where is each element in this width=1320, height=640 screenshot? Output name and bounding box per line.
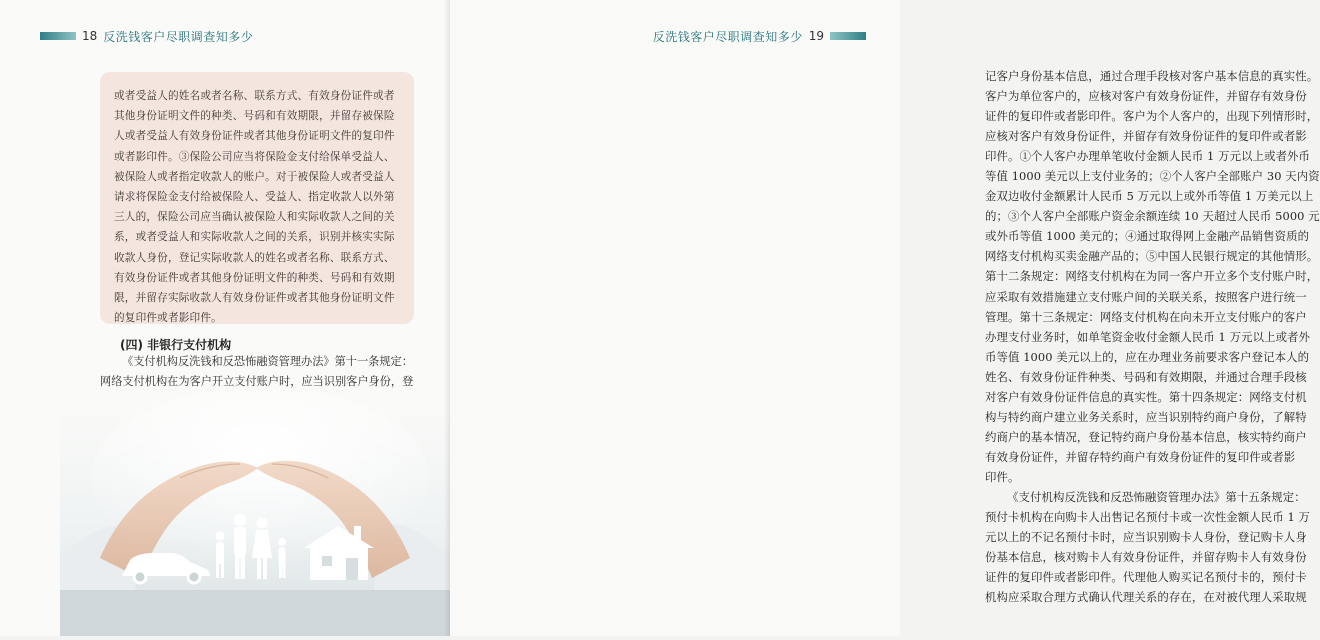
- body-line: 约商户的基本情况，登记特约商户身份基本信息，核实特约商户: [985, 429, 1307, 444]
- body-line: 应采取有效措施建立支付账户间的关联关系，按照客户进行统一: [985, 289, 1307, 304]
- body-line: 或外币等值 1000 美元的；④通过取得网上金融产品销售资质的: [985, 229, 1310, 244]
- quote-line: 收款人身份，登记实际收款人的姓名或者名称、联系方式、: [114, 251, 395, 264]
- right-header: [653, 28, 866, 44]
- left-paragraph: [100, 352, 420, 392]
- body-line: 的；③个人客户全部账户资金余额连续 10 天超过人民币 5000 元: [985, 209, 1320, 224]
- quote-line: 系，或者受益人和实际收款人之间的关系，识别并核实实际: [114, 231, 395, 244]
- body-line: 证件的复印件或者影印件。代理他人购买记名预付卡的，预付卡: [985, 570, 1307, 585]
- quote-line: 被保险人或者指定收款人的账户。对于被保险人或者受益人: [114, 170, 395, 183]
- body-line: 办理支付业务时，如单笔资金收付金额人民币 1 万元以上或者外: [985, 329, 1311, 344]
- running-title: 反洗钱客户尽职调查知多少: [103, 29, 254, 44]
- header-accent-bar: [830, 32, 866, 40]
- left-header: [40, 28, 253, 44]
- illustration-svg: [60, 408, 450, 636]
- body-line: 有效身份证件，并留存特约商户有效身份证件的复印件或者影: [985, 449, 1296, 464]
- page-number: 18: [82, 29, 98, 43]
- body-line: 印件。: [985, 469, 1020, 484]
- quote-line: 或者影印件。③保险公司应当将保险金支付给保单受益人、: [114, 150, 395, 163]
- quote-line: 或者受益人的姓名或者名称、联系方式、有效身份证件或者: [114, 90, 395, 102]
- body-line: 应核对客户有效身份证件，并留存有效身份证件的复印件或者影: [985, 129, 1307, 144]
- page-number: 19: [808, 29, 824, 43]
- body-line: 等值 1000 美元以上支付业务的；②个人客户全部账户 30 天内资: [985, 169, 1320, 184]
- body-line: 印件。①个人客户办理单笔收付金额人民币 1 万元以上或者外币: [985, 149, 1311, 164]
- paragraph-line: 《支付机构反洗钱和反恐怖融资管理办法》第十一条规定：: [122, 355, 413, 368]
- body-line: 预付卡机构在向购卡人出售记名预付卡或一次性金额人民币 1 万: [985, 510, 1311, 525]
- quote-box: [100, 72, 414, 324]
- body-line: 第十二条规定：网络支付机构在为同一客户开立多个支付账户时，: [985, 269, 1319, 284]
- right-body-text: [985, 66, 1320, 607]
- quote-line: 的复印件或者影印件。: [114, 312, 222, 325]
- header-accent-bar: [40, 32, 76, 40]
- body-line: 管理。第十三条规定：网络支付机构在向未开立支付账户的客户: [985, 309, 1307, 324]
- body-line: 份基本信息，核对购卡人有效身份证件，并留存购卡人有效身份: [985, 550, 1307, 565]
- body-line: 记客户身份基本信息，通过合理手段核对客户基本信息的真实性。: [985, 69, 1319, 83]
- left-page: [0, 0, 450, 636]
- section-heading: (四) 非银行支付机构: [120, 338, 232, 352]
- body-line: 网络支付机构买卖金融产品的；⑤中国人民银行规定的其他情形。: [985, 249, 1319, 264]
- running-title: 反洗钱客户尽职调查知多少: [652, 29, 803, 44]
- quote-line: 三人的，保险公司应当确认被保险人和实际收款人之间的关: [114, 211, 395, 224]
- quote-line: 有效身份证件或者其他身份证明文件的种类、号码和有效期: [114, 271, 395, 284]
- body-line: 姓名、有效身份证件种类、号码和有效期限，并通过合理手段核: [985, 369, 1307, 384]
- body-line: 客户为单位客户的，应核对客户有效身份证件，并留存有效身份: [985, 89, 1307, 104]
- quote-line: 请求将保险金支付给被保险人、受益人、指定收款人以外第: [114, 191, 395, 204]
- body-line: 构与特约商户建立业务关系时，应当识别特约商户身份，了解特: [985, 409, 1307, 424]
- quote-line: 人或者受益人有效身份证件或者其他身份证明文件的复印件: [114, 130, 395, 143]
- body-line: 对客户有效身份证件信息的真实性。第十四条规定：网络支付机: [985, 389, 1307, 404]
- body-line: 机构应采取合理方式确认代理关系的存在，在对被代理人采取规: [985, 590, 1307, 605]
- body-line: 《支付机构反洗钱和反恐怖融资管理办法》第十五条规定：: [1007, 489, 1306, 504]
- quote-line: 其他身份证明文件的种类、号码和有效期限，并留存被保险: [114, 110, 395, 123]
- protection-illustration: [60, 408, 450, 636]
- body-line: 金双边收付金额累计人民币 5 万元以上或外币等值 1 万美元以上: [985, 189, 1314, 204]
- right-page: [450, 0, 1320, 636]
- body-line: 币等值 1000 美元以上的，应在办理业务前要求客户登记本人的: [985, 349, 1310, 364]
- quote-line: 限，并留存实际收款人有效身份证件或者其他身份证明文件: [114, 292, 395, 305]
- paragraph-line: 网络支付机构在为客户开立支付账户时，应当识别客户身份，登: [100, 375, 414, 388]
- body-line: 证件的复印件或者影印件。客户为个人客户的，出现下列情形时，: [985, 109, 1319, 124]
- body-line: 元以上的不记名预付卡时，应当识别购卡人身份，登记购卡人身: [985, 530, 1307, 545]
